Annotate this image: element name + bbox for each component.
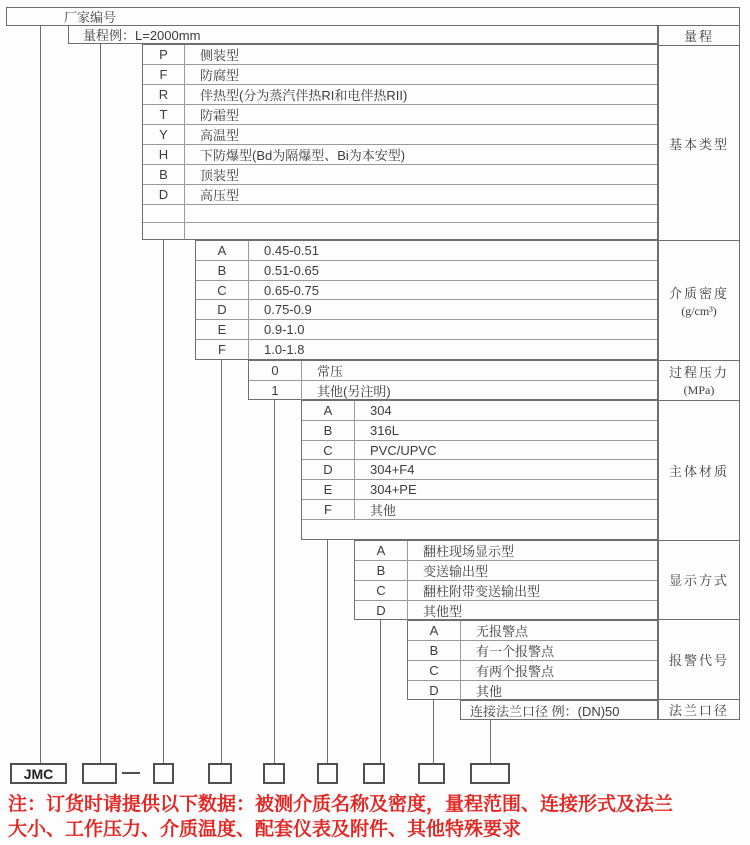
alarm-code-table xyxy=(407,620,658,700)
connector-line xyxy=(380,620,381,763)
connector-line xyxy=(327,540,328,763)
label-range: 量程 xyxy=(683,29,714,44)
code-cell: C xyxy=(196,281,249,300)
label-material: 主体材质 xyxy=(659,400,739,540)
table-row xyxy=(249,380,657,400)
connector-line xyxy=(221,360,222,763)
basic-type-table xyxy=(142,44,658,240)
code-box-density xyxy=(208,763,232,784)
desc-cell: 其他型 xyxy=(423,604,463,619)
desc-cell: 无报警点 xyxy=(476,624,529,639)
code-cell: A xyxy=(355,541,408,560)
display-mode-table xyxy=(354,540,658,620)
desc-cell xyxy=(185,223,657,240)
table-row xyxy=(408,660,657,680)
table-row xyxy=(196,260,657,280)
desc-cell xyxy=(185,205,657,222)
code-box-flange xyxy=(470,763,510,784)
desc-cell: 304+F4 xyxy=(370,462,415,478)
code-box-display-mode xyxy=(363,763,385,784)
code-cell: A xyxy=(408,621,461,640)
table-row xyxy=(302,499,657,519)
empty-row xyxy=(143,204,657,222)
code-cell: D xyxy=(302,460,355,479)
order-note-line1: 注：订货时请提供以下数据：被测介质名称及密度，量程范围、连接形式及法兰 xyxy=(8,794,674,815)
table-row xyxy=(461,701,657,720)
desc-cell: 0.51-0.65 xyxy=(264,262,319,278)
desc-cell: 侧装型 xyxy=(200,48,240,63)
code-cell: B xyxy=(196,261,249,280)
code-cell: 0 xyxy=(249,361,302,380)
desc-cell: 顶装型 xyxy=(200,168,240,183)
desc-cell xyxy=(302,520,657,539)
table-row xyxy=(143,144,657,164)
desc-cell: 高压型 xyxy=(200,188,240,203)
desc-cell: 高温型 xyxy=(200,128,240,143)
code-box-basic-type xyxy=(153,763,174,784)
pressure-table xyxy=(248,360,658,400)
code-cell: D xyxy=(355,601,408,620)
desc-cell: 有一个报警点 xyxy=(476,644,555,659)
desc-cell: 变送输出型 xyxy=(423,564,489,579)
table-row xyxy=(143,84,657,104)
code-cell: F xyxy=(143,65,185,84)
code-cell: B xyxy=(408,641,461,660)
desc-cell: 翻柱现场显示型 xyxy=(423,544,515,559)
code-cell: 1 xyxy=(249,381,302,400)
connector-line xyxy=(163,240,164,763)
label-density: 介质密度 (g/cm³) xyxy=(659,240,739,360)
code-cell: C xyxy=(408,661,461,680)
table-row xyxy=(302,401,657,420)
desc-cell: 0.75-0.9 xyxy=(264,302,312,318)
desc-cell: 0.45-0.51 xyxy=(264,242,319,258)
dash-separator xyxy=(122,772,140,774)
code-cell: B xyxy=(355,561,408,580)
desc-cell: 其他(另注明) xyxy=(317,384,391,399)
table-row xyxy=(355,580,657,600)
table-row xyxy=(196,299,657,319)
desc-cell: PVC/UPVC xyxy=(370,442,437,458)
table-row xyxy=(143,64,657,84)
connector-line xyxy=(433,700,434,763)
desc-cell: 316L xyxy=(370,422,399,438)
code-cell: A xyxy=(302,401,355,420)
label-flange: 法兰口径 xyxy=(659,699,739,719)
density-table xyxy=(195,240,658,360)
flange-row xyxy=(460,700,658,720)
code-cell: D xyxy=(196,300,249,319)
table-row xyxy=(143,104,657,124)
desc-cell: 其他 xyxy=(370,503,397,519)
code-cell: F xyxy=(196,340,249,359)
table-row xyxy=(302,440,657,460)
range-example: 量程例：L=2000mm xyxy=(83,28,201,43)
desc-cell: 翻柱附带变送输出型 xyxy=(423,584,541,599)
code-cell: A xyxy=(196,241,249,260)
table-row xyxy=(196,339,657,359)
code-cell: D xyxy=(408,681,461,700)
code-cell: T xyxy=(143,105,185,124)
desc-cell: 下防爆型(Bd为隔爆型、Bi为本安型) xyxy=(200,148,406,163)
label-alarm-code: 报警代号 xyxy=(659,619,739,699)
desc-cell: 1.0-1.8 xyxy=(264,342,305,358)
code-cell: Y xyxy=(143,125,185,144)
code-cell: C xyxy=(302,441,355,460)
desc-cell: 防霜型 xyxy=(200,108,240,123)
table-row xyxy=(408,621,657,640)
code-cell: E xyxy=(196,320,249,339)
code-cell: C xyxy=(355,581,408,600)
label-basic-type: 基本类型 xyxy=(659,45,739,240)
label-pressure: 过程压力 (MPa) xyxy=(659,360,739,400)
material-table xyxy=(301,400,658,540)
connector-line xyxy=(490,720,491,763)
connector-line xyxy=(274,400,275,763)
label-display-mode: 显示方式 xyxy=(659,540,739,620)
table-row xyxy=(302,459,657,479)
table-row xyxy=(143,45,657,64)
table-row xyxy=(302,420,657,440)
desc-cell: 常压 xyxy=(317,364,344,379)
manufacturer-label: 厂家编号 xyxy=(64,10,117,25)
empty-row xyxy=(302,519,657,539)
table-row xyxy=(355,560,657,580)
code-cell: E xyxy=(302,480,355,499)
desc-cell: 304+PE xyxy=(370,482,417,498)
desc-cell: 304 xyxy=(370,402,392,418)
desc-cell: 有两个报警点 xyxy=(476,664,555,679)
desc-cell: 防腐型 xyxy=(200,68,240,83)
table-row xyxy=(355,600,657,620)
code-box-range xyxy=(82,763,117,784)
code-cell: D xyxy=(143,185,185,204)
table-row xyxy=(408,640,657,660)
table-row xyxy=(143,124,657,144)
code-box-pressure xyxy=(263,763,285,784)
table-row xyxy=(355,541,657,560)
code-cell: B xyxy=(143,165,185,184)
table-row xyxy=(143,184,657,204)
table-row xyxy=(143,164,657,184)
code-cell: B xyxy=(302,421,355,440)
empty-row xyxy=(143,222,657,240)
code-cell xyxy=(143,205,185,222)
table-row xyxy=(196,241,657,260)
table-row xyxy=(249,361,657,380)
table-row xyxy=(196,280,657,300)
range-row xyxy=(68,25,658,44)
manufacturer-code-box xyxy=(6,7,740,26)
code-cell: R xyxy=(143,85,185,104)
order-note-line2: 大小、工作压力、介质温度、配套仪表及附件、其他特殊要求 xyxy=(8,819,522,840)
desc-cell: 0.65-0.75 xyxy=(264,282,319,298)
label-column xyxy=(658,25,740,720)
connector-line xyxy=(100,44,101,763)
table-row xyxy=(408,680,657,700)
desc-cell: 0.9-1.0 xyxy=(264,322,305,338)
flange-text: 连接法兰口径 例：(DN)50 xyxy=(470,704,620,719)
code-cell xyxy=(143,223,185,240)
desc-cell: 其他 xyxy=(476,684,503,699)
model-prefix-box: JMC xyxy=(10,763,67,784)
code-cell: P xyxy=(143,45,185,64)
connector-line xyxy=(40,25,41,763)
code-cell: H xyxy=(143,145,185,164)
desc-cell: 伴热型(分为蒸汽伴热RI和电伴热RII) xyxy=(200,88,408,103)
code-box-material xyxy=(317,763,338,784)
table-row xyxy=(196,319,657,339)
table-row xyxy=(302,479,657,499)
order-note xyxy=(8,792,750,842)
code-cell: F xyxy=(302,500,355,519)
code-box-alarm xyxy=(418,763,445,784)
